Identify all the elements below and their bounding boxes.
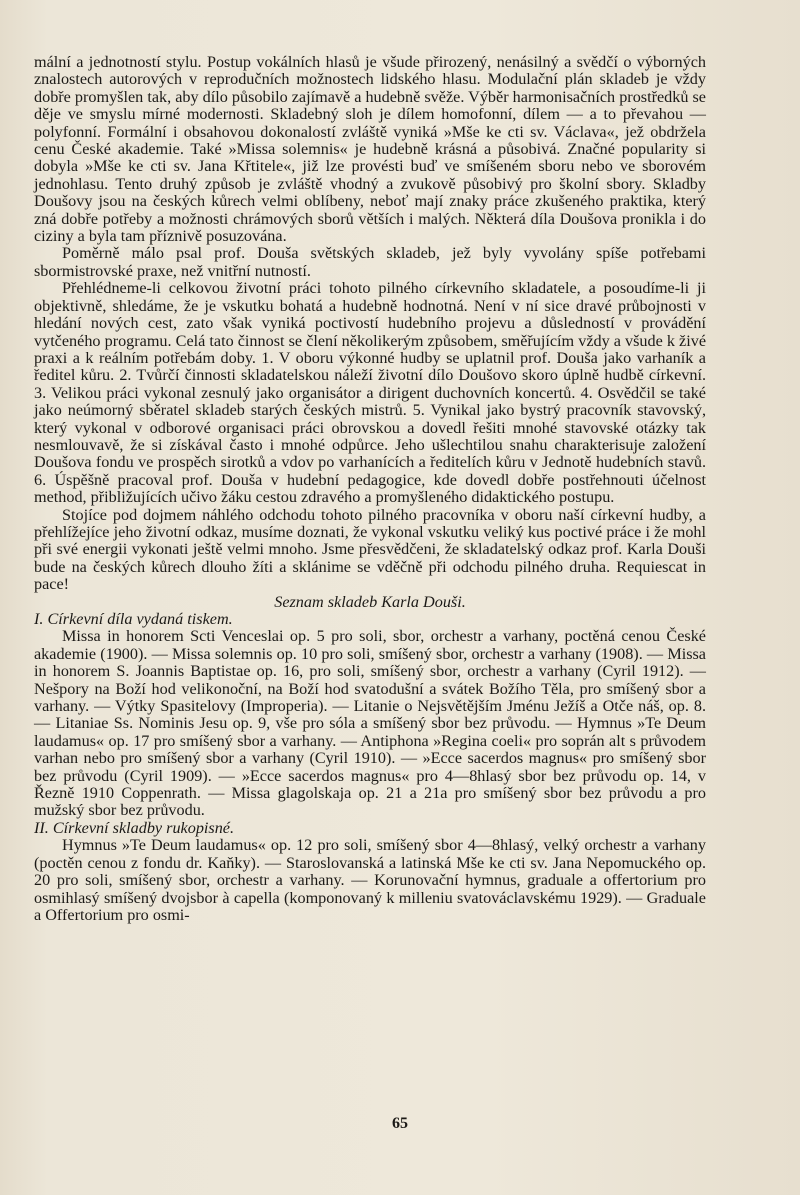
list-title: Seznam skladeb Karla Douši. (274, 592, 466, 611)
paragraph-3: Přehlédneme-li celkovou životní práci tohoto pilného církevního skladatele, a posoudíme-li ji objektivně, shledáme, že je vskutku bohatá a hudebně hodnotná. Není v ní sice dravé průbojnosti v hledání nových cest, zato však vyniká poctivostí hudebního projevu a důsledností v provádění vytčeného programu. Celá tato činnost se člení několikerým způsobem, směřujícím vždy a všude k živé praxi a k reálním potřebám doby. 1. V oboru výkonné hudby se uplatnil prof. Douša jako varhaník a ředitel kůru. 2. Tvůrčí činnosti skladatelskou náleží životní dílo Doušovo skoro úplně hudbě církevní. 3. Velikou práci vykonal zesnulý jako organisátor a dirigent duchovních koncertů. 4. Osvědčil se také jako neúmorný sběratel skladeb starých českých mistrů. 5. Vynikal jako bystrý pracovník stavovský, který vykonal v odborové organisaci práci obrovskou a dovedl řešiti mnohé stavovské otázky tak nesmlouvavě, že si získával často i mnohé odpůrce. Jeho ušlechtilou snahu charakterisuje založení Doušova fondu ve prospěch sirotků a vdov po varhanících a ředitelích kůru v Jednotě hudebních stavů. 6. Úspěšně pracoval prof. Douša v hudební pedagogice, kde dovedl dobře postřehnouti účelnost method, přibližujících učivo žáku cestou zdravého a promyšleného didaktického postupu. (34, 279, 706, 507)
section-2-title: II. Církevní skladby rukopisné. (34, 818, 235, 837)
paragraph-2: Poměrně málo psal prof. Douša světských skladeb, jež byly vyvolány spíše potřebami sbormistrovské praxe, než vnitřní nutností. (34, 244, 706, 280)
page-number: 65 (392, 1115, 408, 1132)
page-content (34, 54, 706, 924)
section-1-text: Missa in honorem Scti Venceslai op. 5 pro soli, sbor, orchestr a varhany, poctěná cenou České akademie (1900). — Missa solemnis op. 10 pro soli, smíšený sbor, orchestr a varhany (1908). — Missa in honorem S. Joannis Baptistae op. 16, pro soli, smíšený sbor, orchestr a varhany (Cyril 1912). — Nešpory na Boží hod velikonoční, na Boží hod svatodušní a svátek Božího Těla, pro smíšený sbor a varhany. — Výtky Spasitelovy (Improperia). — Litanie o Nejsvětějším Jménu Ježíš a Otče náš, op. 8. — Litaniae Ss. Nominis Jesu op. 9, vše pro sóla a smíšený sbor bez průvodu. — Hymnus »Te Deum laudamus« op. 17 pro smíšený sbor a varhany. — Antiphona »Regina coeli« pro soprán alt s průvodem varhan nebo pro smíšený sbor a varhany (Cyril 1910). — »Ecce sacerdos magnus« pro smíšený sbor bez průvodu (Cyril 1909). — »Ecce sacerdos magnus« pro 4—8hlasý sbor bez průvodu op. 14, v Řezně 1910 Coppenrath. — Missa glagolskaja op. 21 a 21a pro smíšený sbor bez průvodu a pro mužský sbor bez průvodu. (34, 627, 706, 820)
paragraph-1: mální a jednotností stylu. Postup vokálních hlasů je všude přirozený, nenásilný a svědčí o výborných znalostech autorových v reprodučních možnostech lidského hlasu. Modulační plán skladeb je vždy dobře promyšlen tak, aby dílo působilo zajímavě a hudebně svěže. Výběr harmonisačních prostředků se děje ve smyslu mírné modernosti. Skladebný sloh je dílem homofonní, dílem — a to převahou — polyfonní. Formální i obsahovou dokonalostí zvláště vyniká »Mše ke cti sv. Václava«, jež obdržela cenu České akademie. Také »Missa solemnis« je hudebně krásná a působivá. Značné popularity si dobyla »Mše ke cti sv. Jana Křtitele«, již lze provésti buď ve smíšeném sboru nebo ve sborovém jednohlasu. Tento druhý způsob je zvláště vhodný a zvukově působivý pro školní sbory. Skladby Doušovy jsou na českých kůrech velmi oblíbeny, neboť mají znaky práce zkušeného praktika, který zná dobře potřeby a možnosti chrámových sborů větších i malých. Některá díla Doušova pronikla i do ciziny a byla tam příznivě posuzována. (34, 53, 706, 246)
section-1-title: I. Církevní díla vydaná tiskem. (34, 610, 233, 628)
section-2-text: Hymnus »Te Deum laudamus« op. 12 pro soli, smíšený sbor 4—8hlasý, velký orchestr a varhany (poctěn cenou z fondu dr. Kaňky). — Staroslovanská a latinská Mše ke cti sv. Jana Nepomuckého op. 20 pro soli, smíšený sbor, orchestr a varhany. — Korunovační hymnus, graduale a offertorium pro osmihlasý smíšený dvojsbor à capella (komponovaný k milleniu svatováclavskému 1929). — Graduale a Offertorium pro osmi- (34, 836, 706, 924)
paragraph-4: Stojíce pod dojmem náhlého odchodu tohoto pilného pracovníka v oboru naší církevní hudby, a přehlížejíce jeho životní odkaz, musíme doznati, že vykonal vskutku veliký kus poctivé práce i že mohl při své energii vykonati ještě velmi mnoho. Jsme přesvědčeni, že skladatelský odkaz prof. Karla Douši bude na českých kůrech dlouho žíti a sklánime se vděčně při odchodu pilného druha. Requiescat in pace! (34, 505, 706, 594)
